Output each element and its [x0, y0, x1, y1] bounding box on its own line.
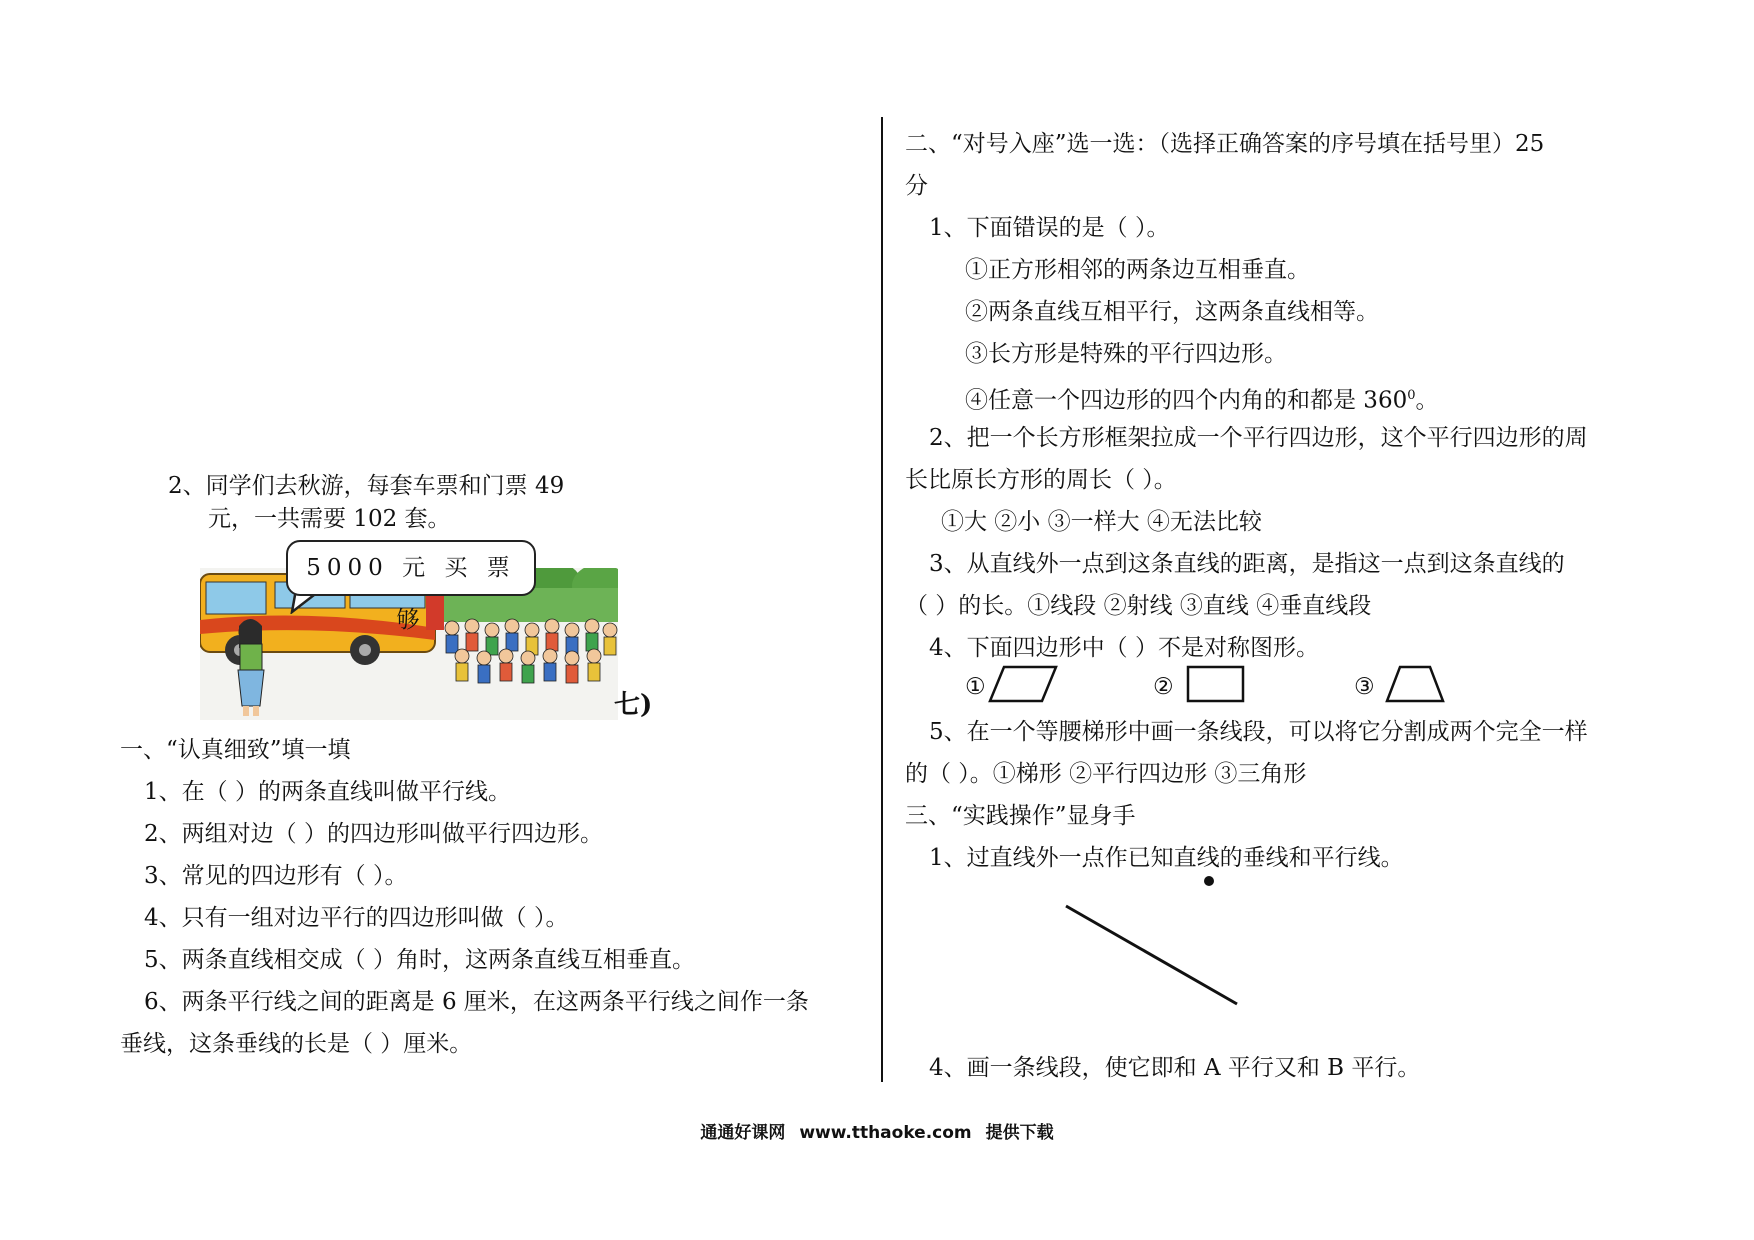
section-2-q1-option-4-text: ④任意一个四边形的四个内角的和都是 360 — [965, 387, 1408, 414]
section-1-question-1: 1、在（ ）的两条直线叫做平行线。 — [144, 779, 511, 805]
problem-2-line-2: 元，一共需要 102 套。 — [208, 506, 451, 532]
title-fragment: 七) — [614, 690, 653, 720]
section-2-q1-option-4-end: 。 — [1415, 387, 1439, 414]
section-1-question-2: 2、两组对边（ ）的四边形叫做平行四边形。 — [144, 821, 603, 847]
footer — [0, 1118, 1754, 1143]
given-line — [1066, 906, 1237, 1004]
section-3-question-4: 4、画一条线段，使它即和 A 平行又和 B 平行。 — [929, 1055, 1421, 1081]
shape-label-1: ① — [965, 674, 986, 700]
section-2-question-4: 4、下面四边形中（ ）不是对称图形。 — [929, 635, 1319, 661]
rectangle-shape — [1186, 664, 1246, 704]
section-2-question-3-line-2: （ ）的长。①线段 ②射线 ③直线 ④垂直线段 — [905, 593, 1372, 619]
section-2-question-3-line-1: 3、从直线外一点到这条直线的距离，是指这一点到这条直线的 — [929, 551, 1565, 577]
footer-site-name: 通通好课网 — [700, 1123, 786, 1143]
speech-bubble: 5000 元 买 票 够 — [286, 540, 536, 596]
section-2-question-5-line-2: 的（ ）。①梯形 ②平行四边形 ③三角形 — [905, 761, 1307, 787]
isosceles-trapezoid-shape — [1384, 664, 1446, 704]
section-2-q1-option-3: ③长方形是特殊的平行四边形。 — [965, 341, 1287, 367]
footer-url[interactable]: www.tthaoke.com — [799, 1123, 972, 1143]
section-1-heading: 一、“认真细致”填一填 — [120, 737, 351, 763]
construction-figure — [1060, 870, 1250, 1010]
section-1-question-5: 5、两条直线相交成（ ）角时，这两条直线互相垂直。 — [144, 947, 695, 973]
section-3-heading: 三、“实践操作”显身手 — [905, 803, 1136, 829]
section-2-heading-line-2: 分 — [905, 173, 928, 199]
problem-2-line-1: 2、同学们去秋游，每套车票和门票 49 — [168, 473, 565, 499]
given-point — [1204, 876, 1214, 886]
section-1-question-4: 4、只有一组对边平行的四边形叫做（ ）。 — [144, 905, 569, 931]
section-2-question-1: 1、下面错误的是（ ）。 — [929, 215, 1170, 241]
section-2-q1-option-2: ②两条直线互相平行，这两条直线相等。 — [965, 299, 1379, 325]
column-divider — [881, 117, 883, 1082]
degree-superscript: 0 — [1407, 388, 1416, 403]
section-2-question-5-line-1: 5、在一个等腰梯形中画一条线段，可以将它分割成两个完全一样 — [929, 719, 1588, 745]
footer-note: 提供下载 — [985, 1123, 1054, 1143]
section-3-question-1: 1、过直线外一点作已知直线的垂线和平行线。 — [929, 845, 1404, 871]
section-2-q2-options: ①大 ②小 ③一样大 ④无法比较 — [941, 509, 1262, 535]
section-2-question-2-line-1: 2、把一个长方形框架拉成一个平行四边形，这个平行四边形的周 — [929, 425, 1588, 451]
shape-label-2: ② — [1153, 674, 1174, 700]
section-1-question-3: 3、常见的四边形有（ ）。 — [144, 863, 408, 889]
section-1-question-6-line-2: 垂线，这条垂线的长是（ ）厘米。 — [120, 1031, 473, 1057]
shape-label-3: ③ — [1354, 674, 1375, 700]
section-2-q1-option-4 — [965, 381, 1439, 416]
section-2-q1-option-1: ①正方形相邻的两条边互相垂直。 — [965, 257, 1310, 283]
section-1-question-6-line-1: 6、两条平行线之间的距离是 6 厘米，在这两条平行线之间作一条 — [144, 989, 809, 1015]
section-2-question-2-line-2: 长比原长方形的周长（ ）。 — [905, 467, 1177, 493]
parallelogram-shape — [988, 664, 1058, 704]
section-2-heading-line-1: 二、“对号入座”选一选：（选择正确答案的序号填在括号里）25 — [905, 131, 1545, 157]
